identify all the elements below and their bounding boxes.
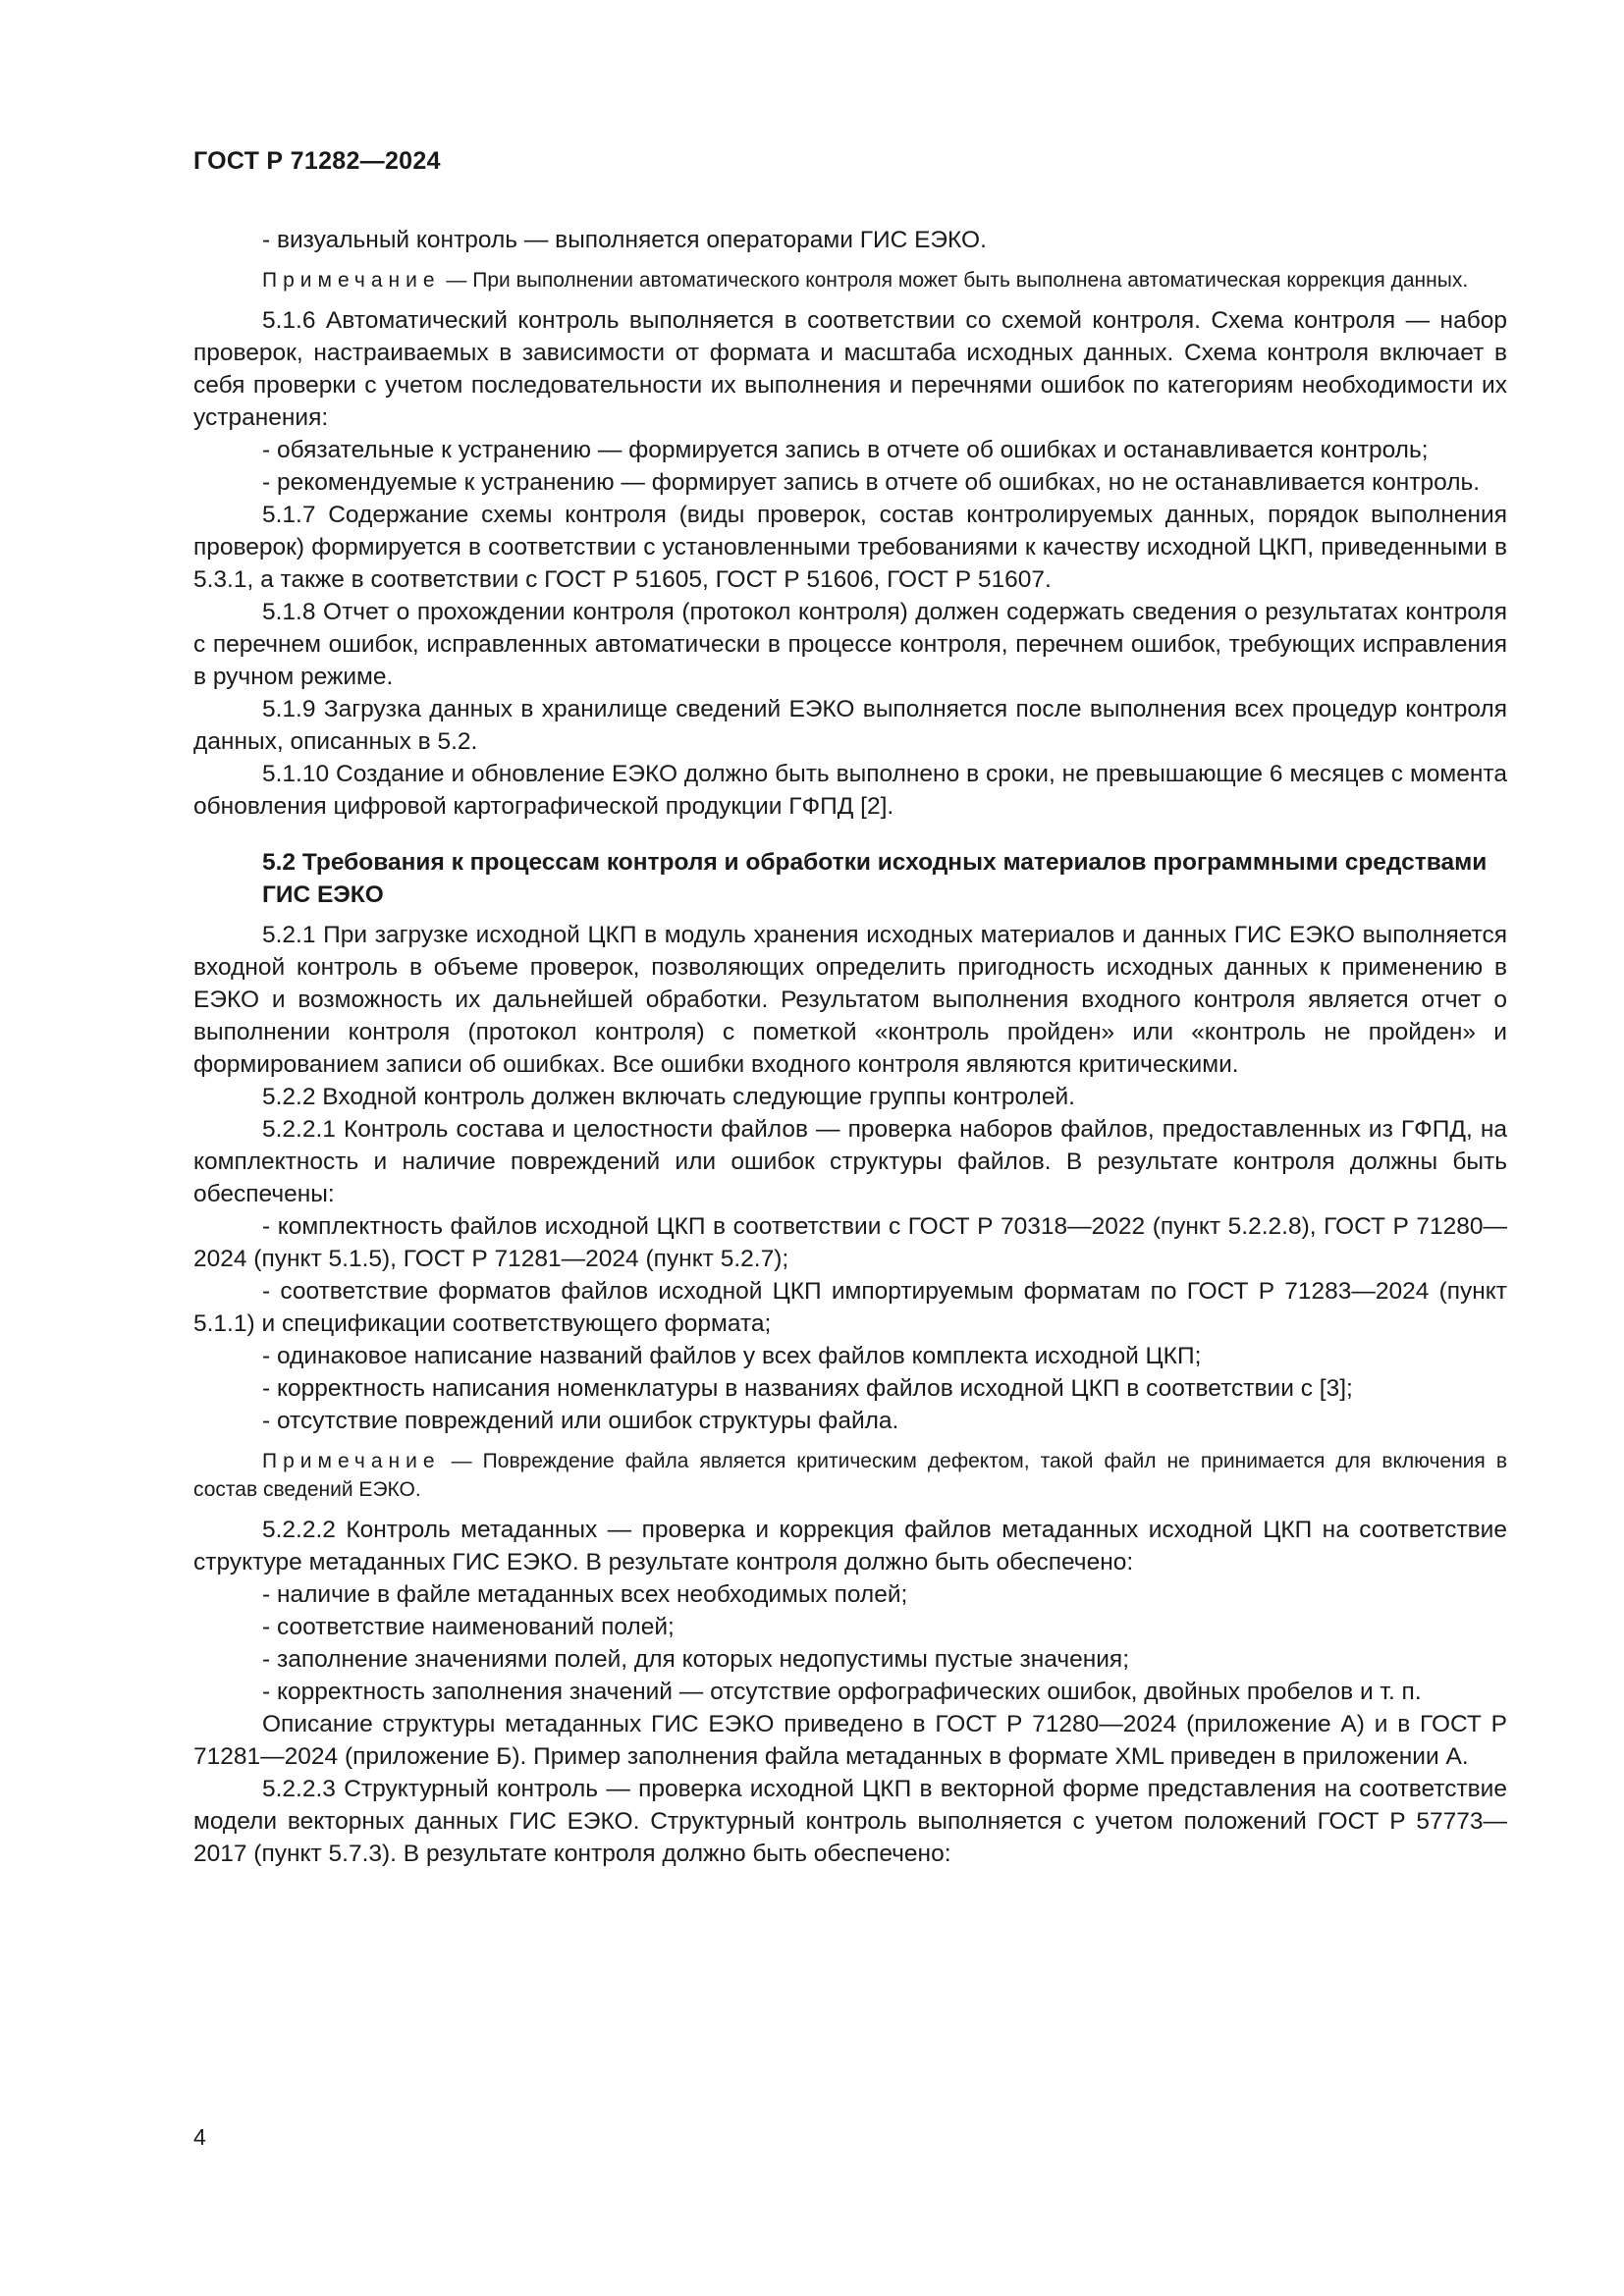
note-label: Примечание: [262, 269, 441, 292]
list-item: - наличие в файле метаданных всех необходимых полей;: [262, 1581, 908, 1608]
paragraph: - визуальный контроль — выполняется операторами ГИС ЕЭКО.: [262, 227, 987, 253]
paragraph: 5.1.6 Автоматический контроль выполняется в соответствии со схемой контроля. Схема контроля — набор проверок, настраиваемых в зависимости от формата и масштаба исходных данных. Схема контроля включает в себя проверки с учетом последовательности их выполнения и перечнями ошибок по категориям необходимости их устранения:: [193, 307, 1507, 431]
list-item: - обязательные к устранению — формируется запись в отчете об ошибках и останавливается контроль;: [262, 437, 1429, 463]
paragraph: 5.2.2.3 Структурный контроль — проверка исходной ЦКП в векторной форме представления на соответствие модели векторных данных ГИС ЕЭКО. Структурный контроль выполняется с учетом положений ГОСТ Р 57773—2017 (пункт 5.7.3). В результате контроля должно быть обеспечено:: [193, 1776, 1507, 1867]
paragraph: 5.2.2.1 Контроль состава и целостности файлов — проверка наборов файлов, предоставленных из ГФПД, на комплектность и наличие повреждений или ошибок структуры файлов. В результате контроля должны быть обеспечены:: [193, 1116, 1507, 1207]
note: [193, 1447, 1507, 1504]
paragraph: 5.2.2.2 Контроль метаданных — проверка и коррекция файлов метаданных исходной ЦКП на соответствие структуре метаданных ГИС ЕЭКО. В результате контроля должно быть обеспечено:: [193, 1517, 1507, 1575]
paragraph: 5.2.1 При загрузке исходной ЦКП в модуль хранения исходных материалов и данных ГИС ЕЭКО выполняется входной контроль в объеме проверок, позволяющих определить пригодность исходных данных к применению в ЕЭКО и возможность их дальнейшей обработки. Результатом выполнения входного контроля является отчет о выполнении контроля (протокол контроля) с пометкой «контроль пройден» или «контроль не пройден» и формированием записи об ошибках. Все ошибки входного контроля являются критическими.: [193, 922, 1507, 1078]
list-item: - соответствие наименований полей;: [262, 1614, 675, 1640]
paragraph: Описание структуры метаданных ГИС ЕЭКО приведено в ГОСТ Р 71280—2024 (приложение А) и в ГОСТ Р 71281—2024 (приложение Б). Пример заполнения файла метаданных в формате XML приведен в приложении А.: [193, 1711, 1507, 1770]
document-body: [193, 224, 1507, 1870]
note-text: — Повреждение файла является критическим дефектом, такой файл не принимается для включения в состав сведений ЕЭКО.: [193, 1450, 1507, 1501]
paragraph: 5.2.2 Входной контроль должен включать следующие группы контролей.: [262, 1084, 1075, 1110]
list-item: - отсутствие повреждений или ошибок структуры файла.: [262, 1408, 899, 1434]
paragraph: 5.1.7 Содержание схемы контроля (виды проверок, состав контролируемых данных, порядок выполнения проверок) формируется в соответствии с установленными требованиями к качеству исходной ЦКП, приведенными в 5.3.1, а также в соответствии с ГОСТ Р 51605, ГОСТ Р 51606, ГОСТ Р 51607.: [193, 502, 1507, 593]
list-item: - комплектность файлов исходной ЦКП в соответствии с ГОСТ Р 70318—2022 (пункт 5.2.2.8), ГОСТ Р 71280—2024 (пункт 5.1.5), ГОСТ Р 71281—2024 (пункт 5.2.7);: [193, 1213, 1507, 1272]
list-item: - соответствие форматов файлов исходной ЦКП импортируемым форматам по ГОСТ Р 71283—2024 (пункт 5.1.1) и спецификации соответствующего формата;: [193, 1278, 1507, 1337]
note-text: — При выполнении автоматического контроля может быть выполнена автоматическая коррекция данных.: [440, 269, 1469, 292]
paragraph: 5.1.8 Отчет о прохождении контроля (протокол контроля) должен содержать сведения о результатах контроля с перечнем ошибок, исправленных автоматически в процессе контроля, перечнем ошибок, требующих исправления в ручном режиме.: [193, 599, 1507, 690]
list-item: - корректность заполнения значений — отсутствие орфографических ошибок, двойных пробелов и т. п.: [262, 1679, 1422, 1705]
note: [193, 266, 1507, 294]
paragraph: 5.1.9 Загрузка данных в хранилище сведений ЕЭКО выполняется после выполнения всех процедур контроля данных, описанных в 5.2.: [193, 696, 1507, 755]
note-label: Примечание: [262, 1450, 441, 1472]
document-header: ГОСТ Р 71282—2024: [193, 147, 441, 175]
list-item: - корректность написания номенклатуры в названиях файлов исходной ЦКП в соответствии с [3];: [262, 1375, 1353, 1402]
paragraph: 5.1.10 Создание и обновление ЕЭКО должно быть выполнено в сроки, не превышающие 6 месяцев с момента обновления цифровой картографической продукции ГФПД [2].: [193, 761, 1507, 820]
section-heading: 5.2 Требования к процессам контроля и обработки исходных материалов программными средствами ГИС ЕЭКО: [262, 849, 1488, 908]
page-number: 4: [193, 2124, 206, 2150]
list-item: - одинаковое написание названий файлов у всех файлов комплекта исходной ЦКП;: [262, 1343, 1202, 1369]
list-item: - рекомендуемые к устранению — формирует запись в отчете об ошибках, но не останавливается контроль.: [262, 469, 1481, 496]
list-item: - заполнение значениями полей, для которых недопустимы пустые значения;: [262, 1646, 1130, 1673]
